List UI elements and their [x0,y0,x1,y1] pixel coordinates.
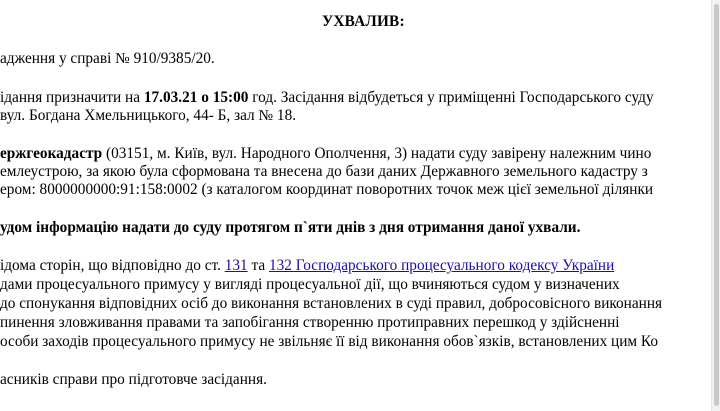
hearing-time: 15:00 [212,89,249,106]
paragraph-opening: адження у справі № 910/9385/20. [0,50,215,67]
hearing-text-post: год. Засідання відбудеться у приміщенні Господарського суду [248,89,654,106]
section-title: УХВАЛИВ: [322,13,405,30]
paragraph-notify-participants: асників справи про підготовче засідання. [0,371,267,388]
paragraph-notice-l5: особи заходів процесуального примусу не звільняє її від виконання обов`язків, встановлених цим Ко [0,333,659,350]
vertical-scrollbar[interactable] [711,0,720,411]
notice-text-mid: та [247,257,269,274]
paragraph-notice-l1 [0,257,614,275]
paragraph-deadline: удом інформацію надати до суду протягом п`яти днів з дня отримання даної ухвали. [0,219,581,236]
paragraph-cadastre-l3: ером: 8000000000:91:158:0002 (з каталогом координат поворотних точок меж цієї земельної ділянки [0,181,654,198]
agency-name: ержгеокадастр [0,145,103,162]
paragraph-hearing-date [0,89,654,107]
article-131-link[interactable]: 131 [224,257,248,274]
paragraph-notice-l3: до спонукання відповідних осіб до виконання встановлених в суді правил, добросовісного виконання [0,295,663,312]
paragraph-cadastre-l1 [0,145,651,163]
hearing-at: о [197,89,213,106]
cadastre-text-l1: (03151, м. Київ, вул. Народного Ополчення, 3) надати суду завірену належним чино [102,145,652,162]
notice-text-pre: ідома сторін, що відповідно до ст. [0,257,225,274]
paragraph-notice-l4: пинення зловживання правами та запобігання створенню протиправних перешкод у здійсненні [0,314,620,331]
hearing-text-pre: ідання призначити на [0,89,144,106]
paragraph-cadastre-l2: емлеустрою, за якою була сформована та внесена до бази даних Державного земельного кадастру з [0,163,648,180]
paragraph-notice-l2: дами процесуального примусу у вигляді процесуальної дії, що вчиняються судом у визначених [0,276,620,293]
hearing-address: вул. Богдана Хмельницького, 44- Б, зал № 18. [0,107,297,124]
procedural-code-link[interactable]: 132 Господарського процесуального кодексу України [268,257,615,274]
hearing-date: 17.03.21 [143,89,198,106]
scrollbar-thumb[interactable] [714,4,719,406]
